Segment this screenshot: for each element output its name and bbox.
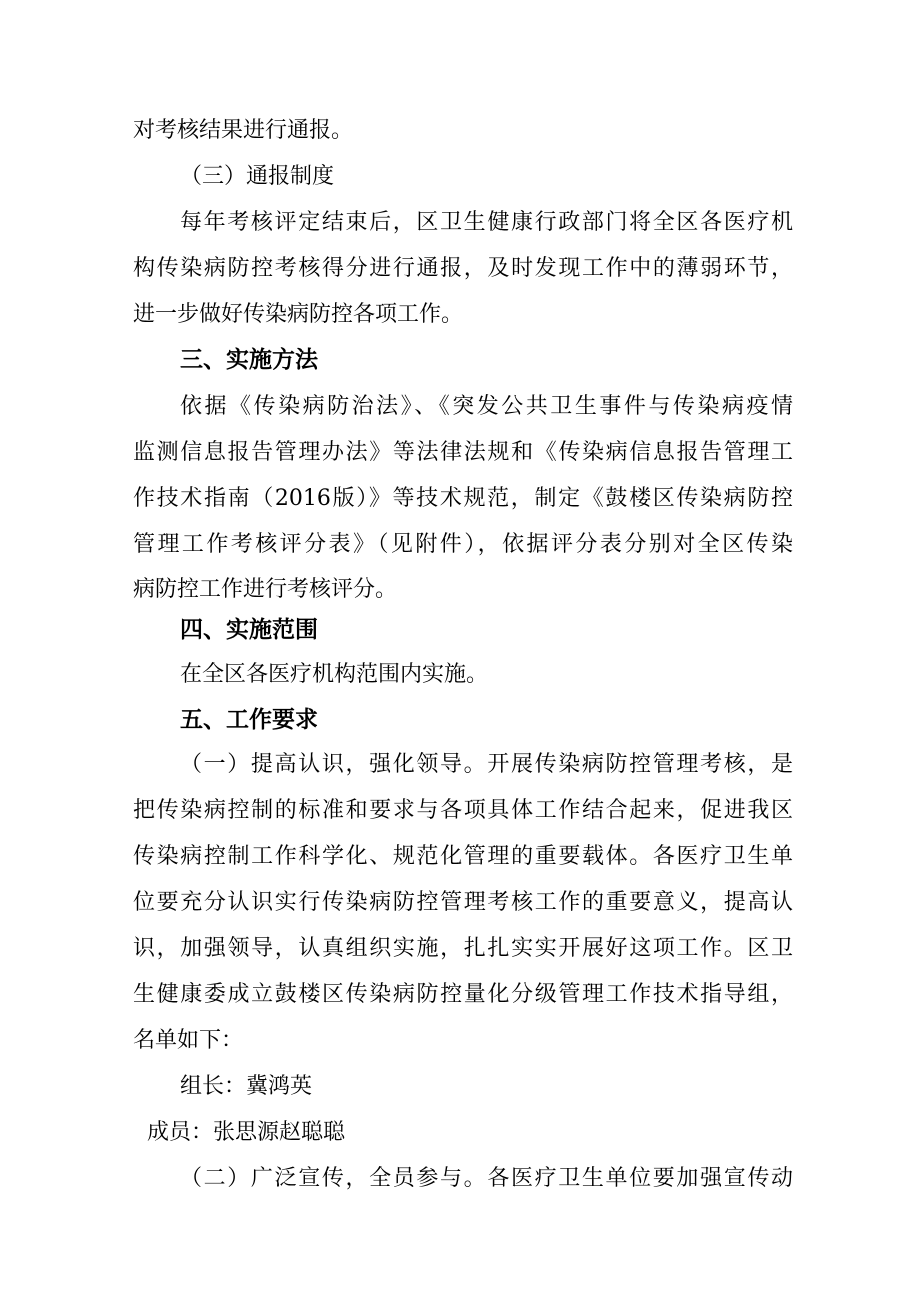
section-heading: 四、实施范围 — [180, 617, 318, 643]
paragraph-line: 管理工作考核评分表》（见附件），依据评分表分别对全区传染 — [133, 532, 793, 557]
team-leader-line: 组长：冀鸿英 — [180, 1074, 313, 1099]
team-members-line: 成员：张思源赵聪聪 — [147, 1120, 346, 1145]
paragraph-line: 每年考核评定结束后，区卫生健康行政部门将全区各医疗机 — [180, 210, 793, 235]
paragraph-line: 构传染病防控考核得分进行通报，及时发现工作中的薄弱环节， — [133, 256, 793, 281]
paragraph-line: 名单如下： — [133, 1028, 244, 1053]
paragraph-line: 进一步做好传染病防控各项工作。 — [133, 302, 464, 327]
paragraph-line: 对考核结果进行通报。 — [133, 118, 354, 143]
section-heading: 三、实施方法 — [180, 347, 318, 373]
paragraph-line: 作技术指南（2016版）》等技术规范，制定《鼓楼区传染病防控 — [133, 486, 793, 511]
paragraph-line: （一）提高认识，强化领导。开展传染病防控管理考核，是 — [180, 752, 793, 777]
section-heading: 五、工作要求 — [180, 707, 318, 733]
paragraph-line: 把传染病控制的标准和要求与各项具体工作结合起来，促进我区 — [133, 798, 793, 823]
paragraph-line: 在全区各医疗机构范围内实施。 — [180, 662, 489, 687]
paragraph-line: 位要充分认识实行传染病防控管理考核工作的重要意义，提高认 — [133, 890, 793, 915]
paragraph-line: 传染病控制工作科学化、规范化管理的重要载体。各医疗卫生单 — [133, 844, 793, 869]
paragraph-line: 病防控工作进行考核评分。 — [133, 577, 398, 602]
paragraph-line: 生健康委成立鼓楼区传染病防控量化分级管理工作技术指导组， — [133, 982, 793, 1007]
subsection-heading: （三）通报制度 — [180, 164, 335, 189]
paragraph-line: 监测信息报告管理办法》等法律法规和《传染病信息报告管理工 — [133, 440, 793, 465]
paragraph-line: 依据《传染病防治法》、《突发公共卫生事件与传染病疫情 — [180, 394, 793, 419]
paragraph-line: 识，加强领导，认真组织实施，扎扎实实开展好这项工作。区卫 — [133, 936, 793, 961]
paragraph-line: （二）广泛宣传，全员参与。各医疗卫生单位要加强宣传动 — [180, 1166, 793, 1191]
